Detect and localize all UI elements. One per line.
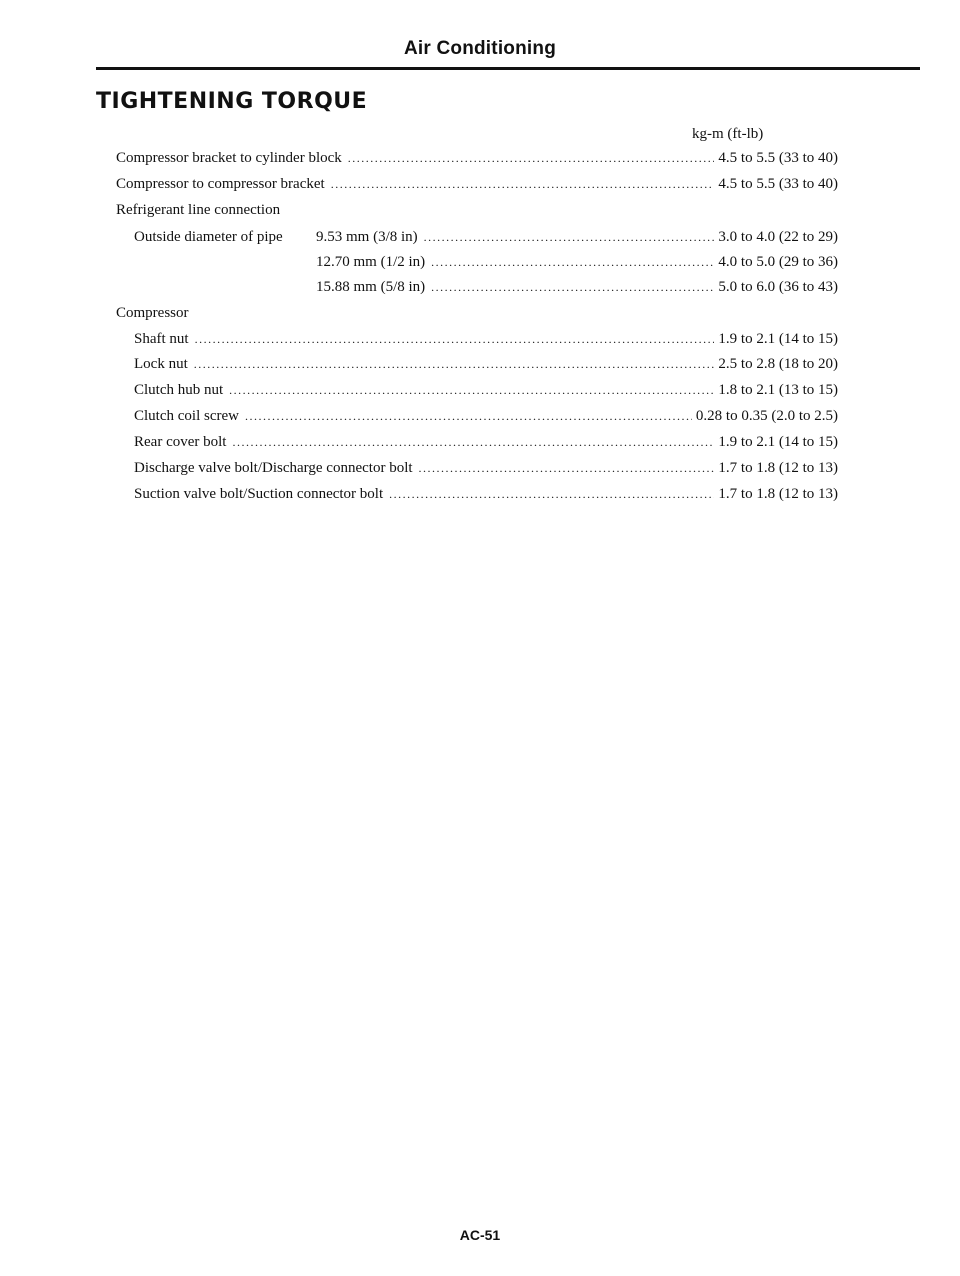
torque-item-label: Clutch coil screw <box>134 408 239 424</box>
torque-item-label: Clutch hub nut <box>134 382 224 398</box>
torque-row <box>134 458 838 478</box>
torque-value: 1.9 to 2.1 (14 to 15) <box>718 331 838 347</box>
unit-header: kg-m (ft-lb) <box>692 126 764 142</box>
pipe-torque-row <box>134 252 838 272</box>
dot-leader <box>229 380 714 400</box>
refrigerant-heading: Refrigerant line connection <box>116 202 281 218</box>
pipe-size: 12.70 mm (1/2 in) <box>316 254 426 270</box>
torque-value: 4.5 to 5.5 (33 to 40) <box>718 176 838 192</box>
dot-leader <box>245 406 692 426</box>
torque-row <box>116 174 838 194</box>
torque-row <box>116 148 838 168</box>
dot-leader <box>195 329 715 349</box>
torque-item-label: Shaft nut <box>134 331 189 347</box>
pipe-size: 15.88 mm (5/8 in) <box>316 279 426 295</box>
dot-leader <box>348 148 715 168</box>
torque-row <box>134 432 838 452</box>
dot-leader <box>431 252 714 272</box>
torque-value: 1.7 to 1.8 (12 to 13) <box>718 486 838 502</box>
torque-value: 4.5 to 5.5 (33 to 40) <box>718 150 838 166</box>
section-title: TIGHTENING TORQUE <box>96 89 368 114</box>
dot-leader <box>232 432 714 452</box>
torque-value: 1.8 to 2.1 (13 to 15) <box>718 382 838 398</box>
torque-row <box>134 329 838 349</box>
page-header-title: Air Conditioning <box>404 38 556 59</box>
torque-row <box>134 484 838 504</box>
torque-value: 5.0 to 6.0 (36 to 43) <box>718 279 838 295</box>
torque-value: 0.28 to 0.35 (2.0 to 2.5) <box>695 408 838 424</box>
dot-leader <box>424 227 715 247</box>
torque-item-label: Suction valve bolt/Suction connector bolt <box>134 486 384 502</box>
torque-item-label: Rear cover bolt <box>134 434 227 450</box>
pipe-size: 9.53 mm (3/8 in) <box>316 229 418 245</box>
dot-leader <box>331 174 715 194</box>
torque-value: 1.7 to 1.8 (12 to 13) <box>718 460 838 476</box>
torque-item-label: Lock nut <box>134 356 188 372</box>
torque-item-label: Compressor bracket to cylinder block <box>116 150 342 166</box>
torque-value: 1.9 to 2.1 (14 to 15) <box>718 434 838 450</box>
dot-leader <box>419 458 715 478</box>
torque-row <box>134 354 838 374</box>
torque-row <box>134 406 838 426</box>
torque-value: 4.0 to 5.0 (29 to 36) <box>718 254 838 270</box>
torque-item-label: Discharge valve bolt/Discharge connector bolt <box>134 460 413 476</box>
pipe-torque-row <box>134 277 838 297</box>
compressor-heading: Compressor <box>116 305 189 321</box>
torque-row <box>134 380 838 400</box>
dot-leader <box>389 484 714 504</box>
pipe-torque-row <box>134 227 838 247</box>
torque-item-label: Compressor to compressor bracket <box>116 176 325 192</box>
dot-leader <box>194 354 715 374</box>
header-rule <box>96 67 920 70</box>
dot-leader <box>431 277 714 297</box>
page-number: AC-51 <box>459 1227 501 1243</box>
torque-value: 2.5 to 2.8 (18 to 20) <box>718 356 838 372</box>
torque-value: 3.0 to 4.0 (22 to 29) <box>718 229 838 245</box>
pipe-diameter-label: Outside diameter of pipe <box>134 229 283 245</box>
